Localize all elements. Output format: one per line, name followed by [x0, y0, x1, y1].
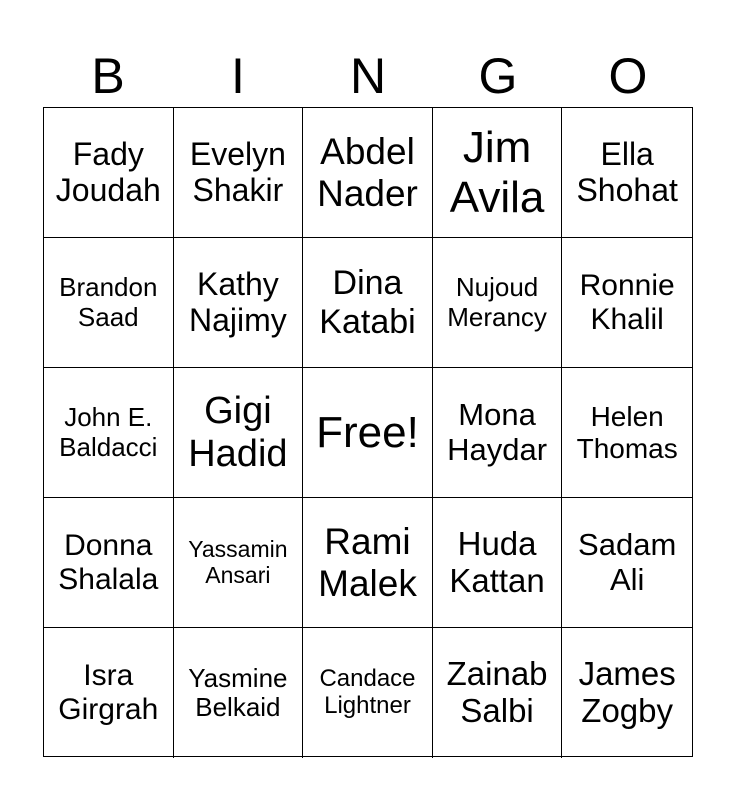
- cell-label: Zainab Salbi: [446, 655, 548, 729]
- cell-label: Abdel Nader: [317, 131, 418, 214]
- header-letter-b: B: [91, 48, 125, 104]
- cell-label: Donna Shalala: [58, 528, 159, 596]
- bingo-cell[interactable]: [562, 238, 692, 368]
- bingo-cell[interactable]: [433, 498, 563, 628]
- cell-label: Nujoud Merancy: [447, 272, 547, 332]
- bingo-cell[interactable]: [303, 238, 433, 368]
- bingo-cell[interactable]: [174, 498, 304, 628]
- bingo-cell[interactable]: [562, 498, 692, 628]
- header-letter-o: O: [608, 48, 648, 104]
- bingo-cell[interactable]: [174, 628, 304, 758]
- free-space-cell[interactable]: [303, 368, 433, 498]
- bingo-cell[interactable]: [174, 108, 304, 238]
- bingo-cell[interactable]: [44, 108, 174, 238]
- bingo-cell[interactable]: [562, 628, 692, 758]
- bingo-cell[interactable]: [433, 238, 563, 368]
- bingo-cell[interactable]: [433, 368, 563, 498]
- cell-label: Ella Shohat: [576, 135, 678, 208]
- bingo-cell[interactable]: [303, 498, 433, 628]
- bingo-row: [44, 368, 692, 498]
- cell-label: Kathy Najimy: [189, 265, 287, 338]
- cell-label: Mona Haydar: [447, 396, 548, 467]
- bingo-cell[interactable]: [44, 498, 174, 628]
- cell-label: Helen Thomas: [576, 401, 678, 464]
- header-letter-n: N: [349, 48, 387, 104]
- bingo-cell[interactable]: [562, 108, 692, 238]
- cell-label: Sadam Ali: [578, 526, 677, 597]
- cell-label: Isra Girgrah: [58, 659, 159, 726]
- cell-label: Jim Avila: [449, 123, 545, 222]
- cell-label: Huda Kattan: [449, 524, 545, 599]
- cell-label: Ronnie Khalil: [579, 268, 675, 336]
- bingo-row: [44, 238, 692, 368]
- bingo-card-grid: [43, 107, 693, 757]
- bingo-cell[interactable]: [303, 108, 433, 238]
- bingo-cell[interactable]: [433, 108, 563, 238]
- header-letter-g: G: [478, 48, 518, 104]
- bingo-row: [44, 108, 692, 238]
- cell-label: Rami Malek: [318, 521, 417, 604]
- cell-label: Evelyn Shakir: [189, 135, 286, 208]
- cell-label: Candace Lightner: [319, 665, 416, 719]
- cell-label: Dina Katabi: [319, 264, 416, 341]
- bingo-header: [43, 48, 693, 104]
- cell-label: Fady Joudah: [55, 135, 161, 208]
- cell-label: Brandon Saad: [59, 272, 158, 332]
- bingo-cell[interactable]: [174, 368, 304, 498]
- bingo-row: [44, 498, 692, 628]
- bingo-row: [44, 628, 692, 758]
- bingo-cell[interactable]: [303, 628, 433, 758]
- bingo-cell[interactable]: [174, 238, 304, 368]
- cell-label: John E. Baldacci: [59, 402, 158, 462]
- bingo-cell[interactable]: [433, 628, 563, 758]
- cell-label: Gigi Hadid: [188, 389, 288, 475]
- bingo-cell[interactable]: [44, 368, 174, 498]
- bingo-cell[interactable]: [44, 628, 174, 758]
- cell-label: Yassamin Ansari: [188, 535, 288, 588]
- free-space-label: Free!: [316, 407, 419, 457]
- cell-label: Yasmine Belkaid: [188, 662, 288, 722]
- header-letter-i: I: [231, 48, 245, 104]
- bingo-cell[interactable]: [44, 238, 174, 368]
- bingo-cell[interactable]: [562, 368, 692, 498]
- cell-label: James Zogby: [578, 655, 676, 729]
